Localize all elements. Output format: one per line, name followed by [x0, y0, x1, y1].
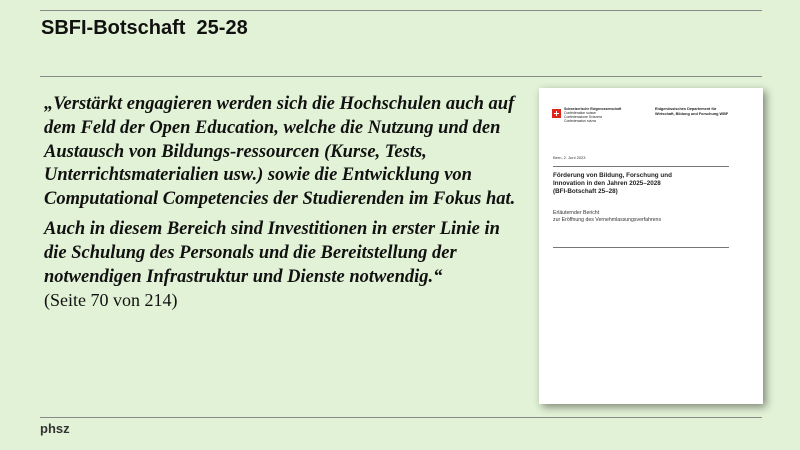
slide-title: SBFI-Botschaft 25-28	[41, 17, 248, 39]
document-title	[553, 172, 733, 196]
document-subtitle-line-2: zur Eröffnung des Vernehmlassungsverfahrens	[553, 216, 662, 223]
department-name	[655, 107, 755, 117]
swiss-flag-icon	[552, 109, 561, 118]
quote-paragraph-1: „Verstärkt engagieren werden sich die Hochschulen auch auf dem Feld der Open Education, welche die Nutzung und den Austausch von Bildungs-ressourcen (Kurse, Tests, Unterrichtsmaterialien usw.) sowie die Entwicklung von Computational Competencies der Studierenden im Fokus hat.	[44, 94, 516, 210]
page-reference: (Seite 70 von 214)	[44, 290, 178, 311]
confederation-name-block	[564, 107, 634, 123]
footer-divider	[40, 417, 762, 418]
department-line-1: Eidgenössisches Departement für	[655, 107, 717, 111]
department-line-2: Wirtschaft, Bildung und Forschung WBF	[655, 111, 729, 116]
confederation-line: Confederaziun svizra	[564, 119, 596, 124]
footer-logo: phsz	[40, 421, 70, 436]
confederation-line: Confédération suisse	[564, 111, 596, 116]
document-title-line-2: Innovation in den Jahren 2025–2028	[553, 179, 661, 187]
document-divider-top	[553, 166, 729, 167]
document-subtitle-line-1: Erläuternder Bericht	[553, 210, 600, 216]
document-subtitle	[553, 210, 743, 223]
quote-block	[44, 93, 524, 312]
quote-paragraph-2: Auch in diesem Bereich sind Investitionen in erster Linie in die Schulung des Personals und die Bereitstellung der notwendigen Infrastruktur und Dienste notwendig.“	[44, 218, 500, 287]
title-divider	[40, 76, 762, 77]
document-title-line-3: (BFI-Botschaft 25–28)	[553, 187, 618, 195]
document-cover-thumbnail	[539, 88, 763, 404]
document-date: Bern, 2. Juni 2023	[553, 155, 586, 160]
top-divider	[40, 10, 762, 11]
document-title-line-1: Förderung von Bildung, Forschung und	[553, 172, 672, 179]
document-divider-bottom	[553, 247, 729, 248]
confederation-line: Confederazione Svizzera	[564, 115, 602, 120]
confederation-line: Schweizerische Eidgenossenschaft	[564, 107, 622, 111]
